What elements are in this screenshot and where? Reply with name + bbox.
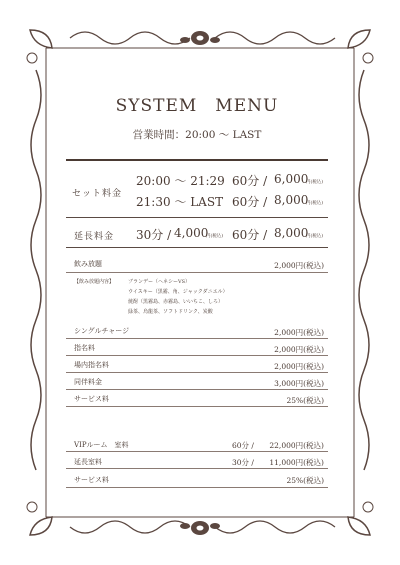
extension-left-unit: 円(税込) xyxy=(206,234,224,239)
extension-label: 延長料金 xyxy=(74,232,115,242)
extension-right-time: 60分 / xyxy=(232,228,268,242)
divider xyxy=(66,389,328,390)
business-hours: 営業時間：20:00 ～ LAST xyxy=(132,129,262,141)
charge-price: 25%(税込) xyxy=(286,396,324,405)
vip-label: VIPルーム 室料 xyxy=(74,441,129,449)
extension-left-price: 4,000 xyxy=(174,226,209,240)
drinks-line: 緑茶、烏龍茶、ソフトドリンク、炭酸 xyxy=(128,309,213,315)
charge-label: サービス料 xyxy=(74,395,109,403)
menu-content xyxy=(66,0,328,565)
divider xyxy=(66,406,328,407)
set-price-label: セット料金 xyxy=(72,189,123,199)
vip-price: 22,000円(税込) xyxy=(269,441,324,450)
divider xyxy=(66,159,328,161)
charge-price: 3,000円(税込) xyxy=(274,379,324,388)
charge-label: 同伴料金 xyxy=(74,378,102,386)
set-row-minutes: 60分 / xyxy=(232,195,268,209)
divider xyxy=(66,272,328,273)
set-row-unit: 円(税込) xyxy=(306,180,324,185)
charge-label: 指名料 xyxy=(74,344,95,352)
divider xyxy=(66,372,328,373)
divider xyxy=(66,468,328,469)
vip-time: 60分 / xyxy=(232,441,254,450)
charge-label: シングルチャージ xyxy=(74,327,130,335)
set-row-time: 20:00 ～ 21:29 xyxy=(136,174,225,188)
divider xyxy=(66,487,328,488)
charge-price: 2,000円(税込) xyxy=(274,345,324,354)
extension-right-unit: 円(税込) xyxy=(306,234,324,239)
nomihodai-label: 飲み放題 xyxy=(74,260,102,268)
set-row-price: 8,000 xyxy=(274,193,309,207)
drinks-line: ウイスキー（黒霧、角、ジャックダニエル） xyxy=(128,289,228,295)
vip-label: サービス料 xyxy=(74,476,109,484)
drinks-line: 焼酎（黒霧島、赤霧島、いいちこ、しろ） xyxy=(128,299,224,305)
vip-price: 25%(税込) xyxy=(286,476,324,485)
charge-price: 2,000円(税込) xyxy=(274,362,324,371)
extension-left-time: 30分 / xyxy=(136,228,172,242)
set-row-unit: 円(税込) xyxy=(306,201,324,206)
set-row-minutes: 60分 / xyxy=(232,174,268,188)
page-title: SYSTEM MENU xyxy=(115,96,279,116)
drinks-line: ブランデー（ヘネシーVS） xyxy=(128,279,191,285)
set-row-time: 21:30 ～ LAST xyxy=(136,195,224,209)
nomihodai-price: 2,000円(税込) xyxy=(274,261,324,270)
divider xyxy=(66,338,328,339)
charge-price: 2,000円(税込) xyxy=(274,328,324,337)
divider xyxy=(66,451,328,452)
divider xyxy=(66,355,328,356)
vip-time: 30分 / xyxy=(232,458,254,467)
divider xyxy=(66,247,328,248)
drinks-label: 【飲み放題内容】 xyxy=(74,279,115,285)
vip-label: 延長室料 xyxy=(74,458,102,466)
charge-label: 場内指名料 xyxy=(74,361,109,369)
set-row-price: 6,000 xyxy=(274,172,309,186)
extension-right-price: 8,000 xyxy=(274,226,309,240)
vip-price: 11,000円(税込) xyxy=(269,458,324,467)
divider xyxy=(66,217,328,218)
